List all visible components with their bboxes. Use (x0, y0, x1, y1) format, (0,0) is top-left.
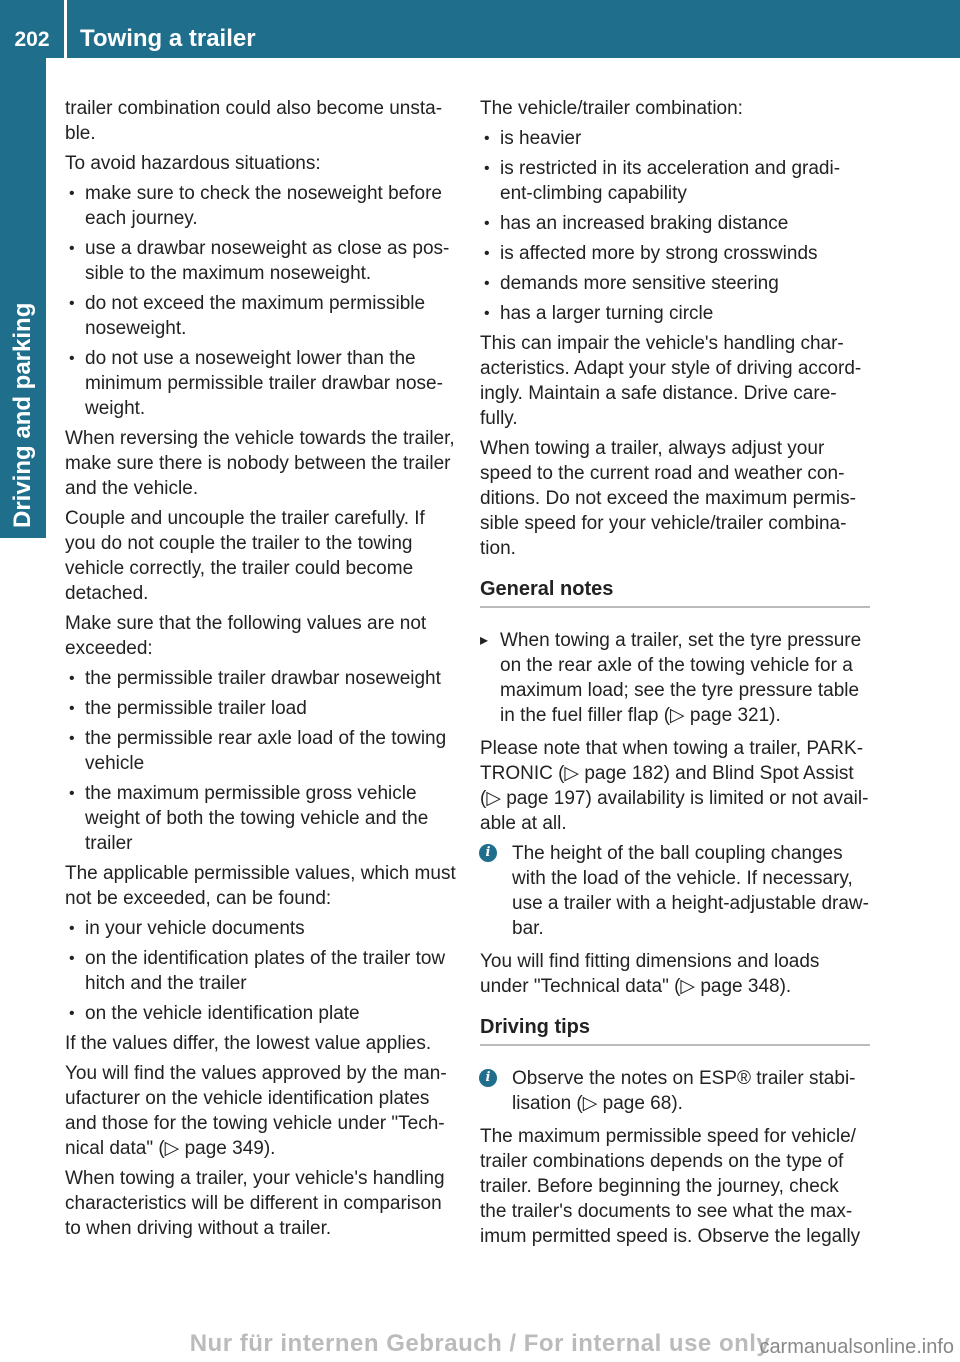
list-item: • the maximum permissible gross vehicle weight of both the towing vehicle and the trailer (65, 781, 457, 856)
list-item: • the permissible trailer load (65, 696, 457, 721)
paragraph: When reversing the vehicle towards the trailer, make sure there is nobody between the trailer and the vehicle. (65, 428, 455, 499)
info-note (480, 841, 870, 941)
paragraph: Please note that when towing a trailer, PARK-TRONIC (▷ page 182) and Blind Spot Assist (▷ page 197) availability is limited or not avail-able at all. (480, 738, 869, 834)
watermark: carmanualsonline.info (759, 1336, 954, 1358)
page-number: 202 (14, 28, 50, 51)
paragraph: You will find the values approved by the man-ufacturer on the vehicle identification plates and those for the towing vehicle under "Tech-nical data" (▷ page 349). (65, 1063, 447, 1159)
info-icon: i (479, 1069, 497, 1087)
paragraph: If the values differ, the lowest value applies. (65, 1033, 432, 1054)
side-tab (0, 58, 46, 538)
section-heading-general-notes: General notes (480, 577, 870, 608)
bullet-list (480, 126, 870, 326)
side-tab-label: Driving and parking (9, 302, 36, 528)
paragraph: When towing a trailer, always adjust your speed to the current road and weather con-ditions. Do not exceed the maximum permis-sible speed for your vehicle/trailer combina-tion. (480, 438, 856, 559)
list-item: • has a larger turning circle (480, 301, 870, 326)
paragraph: The applicable permissible values, which must not be exceeded, can be found: (65, 863, 456, 909)
header-divider (64, 0, 67, 58)
list-item: • is restricted in its acceleration and gradi-ent-climbing capability (480, 156, 870, 206)
chapter-title: Towing a trailer (80, 25, 256, 52)
left-column (65, 96, 457, 1246)
list-item: • on the vehicle identification plate (65, 1001, 457, 1026)
paragraph: Couple and uncouple the trailer carefully. If you do not couple the trailer to the towing vehicle correctly, the trailer could become detached. (65, 508, 425, 604)
bullet-list (65, 181, 457, 421)
list-item: • is affected more by strong crosswinds (480, 241, 870, 266)
list-item: • the permissible rear axle load of the towing vehicle (65, 726, 457, 776)
step-arrow-icon: ▸ (480, 632, 489, 649)
instruction-step (480, 628, 870, 728)
bullet-list (65, 916, 457, 1026)
list-item: • make sure to check the noseweight before each journey. (65, 181, 457, 231)
list-item: • the permissible trailer drawbar noseweight (65, 666, 457, 691)
list-item: • do not use a noseweight lower than the minimum permissible trailer drawbar nose-weight. (65, 346, 457, 421)
paragraph: You will find fitting dimensions and loads under "Technical data" (▷ page 348). (480, 951, 820, 997)
list-item: • on the identification plates of the trailer tow hitch and the trailer (65, 946, 457, 996)
right-column (480, 96, 870, 1254)
list-item: • in your vehicle documents (65, 916, 457, 941)
step-text: When towing a trailer, set the tyre pressure on the rear axle of the towing vehicle for a maximum load; see the tyre pressure table in the fuel filler flap (▷ page 321). (500, 630, 862, 726)
list-item: • do not exceed the maximum permissible noseweight. (65, 291, 457, 341)
internal-use-footer: Nur für internen Gebrauch / For internal use only (189, 1330, 771, 1357)
note-text: Observe the notes on ESP® trailer stabi-lisation (▷ page 68). (512, 1068, 856, 1114)
paragraph: Make sure that the following values are not exceeded: (65, 613, 427, 659)
paragraph: This can impair the vehicle's handling char-acteristics. Adapt your style of driving accord-ingly. Maintain a safe distance. Drive care-fully. (480, 333, 862, 429)
note-text: The height of the ball coupling changes with the load of the vehicle. If necessary, use a trailer with a height-adjustable draw-bar. (512, 843, 869, 939)
paragraph: The maximum permissible speed for vehicle/ trailer combinations depends on the type of trailer. Before beginning the journey, check the trailer's documents to see what the max-imum permitted speed is. Observe the legally (480, 1126, 861, 1247)
paragraph: When towing a trailer, your vehicle's handling characteristics will be different in comparison to when driving without a trailer. (65, 1168, 445, 1239)
list-item: • has an increased braking distance (480, 211, 870, 236)
paragraph: trailer combination could also become unsta-ble. (65, 98, 443, 144)
bullet-list (65, 666, 457, 856)
list-item: • use a drawbar noseweight as close as pos-sible to the maximum noseweight. (65, 236, 457, 286)
section-heading-driving-tips: Driving tips (480, 1015, 870, 1046)
list-item: • is heavier (480, 126, 870, 151)
paragraph: The vehicle/trailer combination: (480, 98, 743, 119)
info-icon: i (479, 844, 497, 862)
paragraph: To avoid hazardous situations: (65, 153, 321, 174)
info-note (480, 1066, 870, 1116)
header-bar (0, 0, 960, 58)
list-item: • demands more sensitive steering (480, 271, 870, 296)
